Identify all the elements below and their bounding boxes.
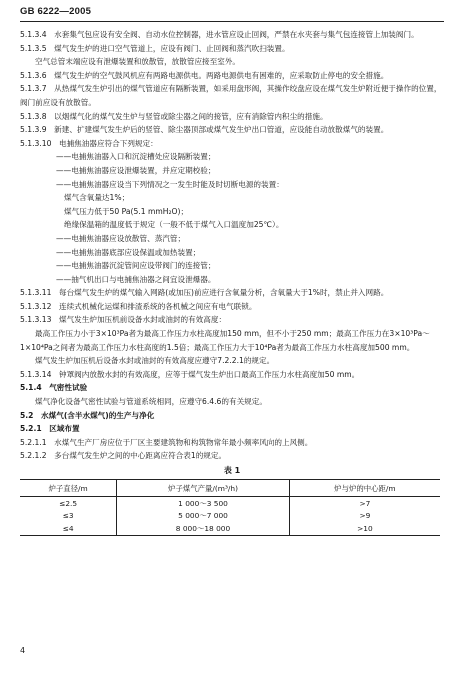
paragraph [20,218,444,232]
clause-number: 5.1.3.11 [20,288,52,298]
paragraph [20,286,444,300]
clause-text: ——电捕焦油器应设当下列情况之一发生时能及时切断电源的装置： [56,179,284,189]
paragraph [20,69,444,83]
paragraph [20,55,444,69]
table-cell: 1 000～3 500 [117,497,290,510]
clause-number: 5.1.3.9 [20,125,47,135]
clause-text: 煤气发生炉加压机前设备水封或油封的有效高度： [59,315,227,325]
clause-text: 煤气净化设备气密性试验与管道系统相同，应遵守6.4.6的有关规定。 [35,397,267,407]
clause-text: ——电捕焦油器底部应设保温或加热装置； [56,247,201,257]
clause-text: 连续式机械化运煤和排渣系统的各机械之间应有电气联锁。 [59,301,257,311]
paragraph [20,110,444,124]
header-rule [20,21,444,22]
paragraph [20,191,444,205]
paragraph [20,232,444,246]
table-cell: >9 [289,510,440,523]
paragraph [20,28,444,42]
table-cell: 8 000～18 000 [117,522,290,535]
paragraph [20,300,444,314]
heading-text: 气密性试验 [49,383,88,393]
clause-text: 水套集气包应设有安全阀、自动水位控制器，进水管应设止回阀，严禁在水夹套与集气包连接管上加装阀门。 [54,30,419,39]
table-header-row [20,480,440,497]
clause-number: 5.1.3.13 [20,315,52,325]
clause-text: ——电捕焦油器应设泄爆装置，并应定期校验； [56,165,216,175]
table-caption: 表 1 [223,466,241,475]
clause-text: ——电捕焦油器沉淀管间应设带阀门的连接管； [56,261,216,271]
paragraph [20,327,444,354]
paragraph [20,436,444,450]
paragraph [20,164,444,178]
paragraph [20,82,444,109]
table-row [20,522,440,535]
table-header-cell: 炉子直径/m [20,480,117,497]
section-heading [20,381,444,395]
clause-number: 5.2.1 [20,424,42,434]
heading-text: 区域布置 [49,424,80,434]
standard-header: GB 6222—2005 [20,6,92,17]
paragraph [20,178,444,192]
clause-text: ——电捕焦油器入口和沉淀槽处应设隔断装置； [56,152,216,162]
clause-number: 5.1.4 [20,383,42,393]
clause-text: 以烟煤气化的煤气发生炉与竖管或除尘器之间的接管，应有消除管内积尘的措施。 [54,111,328,121]
table-row [20,497,440,510]
paragraph [20,395,444,409]
clause-number: 5.2 [20,410,34,420]
paragraph [20,449,444,463]
paragraph [20,368,444,382]
section-heading [20,409,444,423]
clause-number: 5.1.3.12 [20,301,52,311]
paragraph [20,205,444,219]
document-body [20,28,444,463]
paragraph [20,123,444,137]
table-cell: >7 [289,497,440,510]
page-number: 4 [20,646,26,655]
clause-number: 5.1.3.10 [20,138,52,148]
clause-text: ——电捕焦油器应设放散管、蒸汽管； [56,233,186,243]
paragraph [20,354,444,368]
clause-text: 煤气含氧量达1%； [64,193,130,203]
paragraph [20,42,444,56]
clause-number: 5.1.3.7 [20,84,47,94]
clause-text: 煤气发生炉的进口空气管道上，应设有阀门、止回阀和蒸汽吹扫装置。 [54,43,290,53]
clause-text: 电捕焦油器应符合下列规定： [59,138,158,148]
clause-text: ——抽气机出口与电捕焦油器之间宜设泄爆器。 [56,274,216,284]
clause-text: 空气总管末端应设有泄爆装置和放散管，放散管应接至室外。 [35,57,241,67]
paragraph [20,259,444,273]
heading-text: 水煤气(含半水煤气)的生产与净化 [41,410,155,420]
clause-text: 最高工作压力小于3×10³Pa者为最高工作压力水柱高度加150 mm，但不小于250 mm；最高工作压力在3×10³Pa～1×10⁴Pa之间者为最高工作压力水柱高度的1.5倍；最高工作压力大于10⁴Pa者为最高工作压力水柱高度加500 mm。 [20,329,430,352]
paragraph [20,313,444,327]
clause-text: 新建、扩建煤气发生炉后的竖管、除尘器顶部或煤气发生炉出口管道，应设能自动放散煤气的装置。 [54,125,389,135]
clause-number: 5.2.1.2 [20,451,47,461]
table-header-cell: 炉子煤气产量/(m³/h) [117,480,290,497]
clause-text: 每台煤气发生炉的煤气输入网路(或加压)前应进行含氧量分析，含氧量大于1%时，禁止并入网路。 [59,288,389,298]
table-cell: ≤2.5 [59,498,78,508]
paragraph [20,137,444,151]
paragraph [20,150,444,164]
clause-text: 煤气压力低于50 Pa(5.1 mmH₂O)； [64,206,189,216]
clause-text: 煤气发生炉的空气鼓风机应有两路电源供电。两路电源供电有困难的，应采取防止停电的安全措施。 [54,70,389,80]
clause-number: 5.1.3.5 [20,43,47,53]
table-cell: ≤4 [20,522,117,535]
section-heading [20,422,444,436]
table-cell: ≤3 [62,511,74,521]
clause-text: 水煤气生产厂房应位于厂区主要建筑物和构筑物常年最小频率风向的上风侧。 [54,437,313,447]
clause-text: 煤气发生炉加压机后设备水封或油封的有效高度应遵守7.2.2.1的规定。 [35,356,275,366]
table-header-cell: 炉与炉的中心距/m [289,480,440,497]
paragraph [20,273,444,287]
table-cell: 5 000～7 000 [117,510,290,523]
paragraph [20,246,444,260]
clause-number: 5.1.3.14 [20,369,52,379]
clause-text: 从热煤气发生炉引出的煤气管道应有隔断装置，如采用盘形阀，其操作绞盘应设在煤气发生炉附近便于操作的位置，阀门前应设有放散管。 [20,84,442,107]
clause-number: 5.1.3.6 [20,70,47,80]
clause-text: 多台煤气发生炉之间的中心距离应符合表1的规定。 [54,451,227,461]
clause-text: 绝缘保温箱的温度低于规定（一般不低于煤气入口温度加25℃）。 [64,220,284,230]
clause-number: 5.1.3.4 [20,30,47,39]
table-cell: >10 [289,522,440,535]
spacing-table [20,479,440,536]
table-row [20,510,440,523]
clause-text: 钟罩阀内放散水封的有效高度，应等于煤气发生炉出口最高工作压力水柱高度加50 mm。 [59,369,360,379]
clause-number: 5.2.1.1 [20,437,47,447]
clause-number: 5.1.3.8 [20,111,47,121]
